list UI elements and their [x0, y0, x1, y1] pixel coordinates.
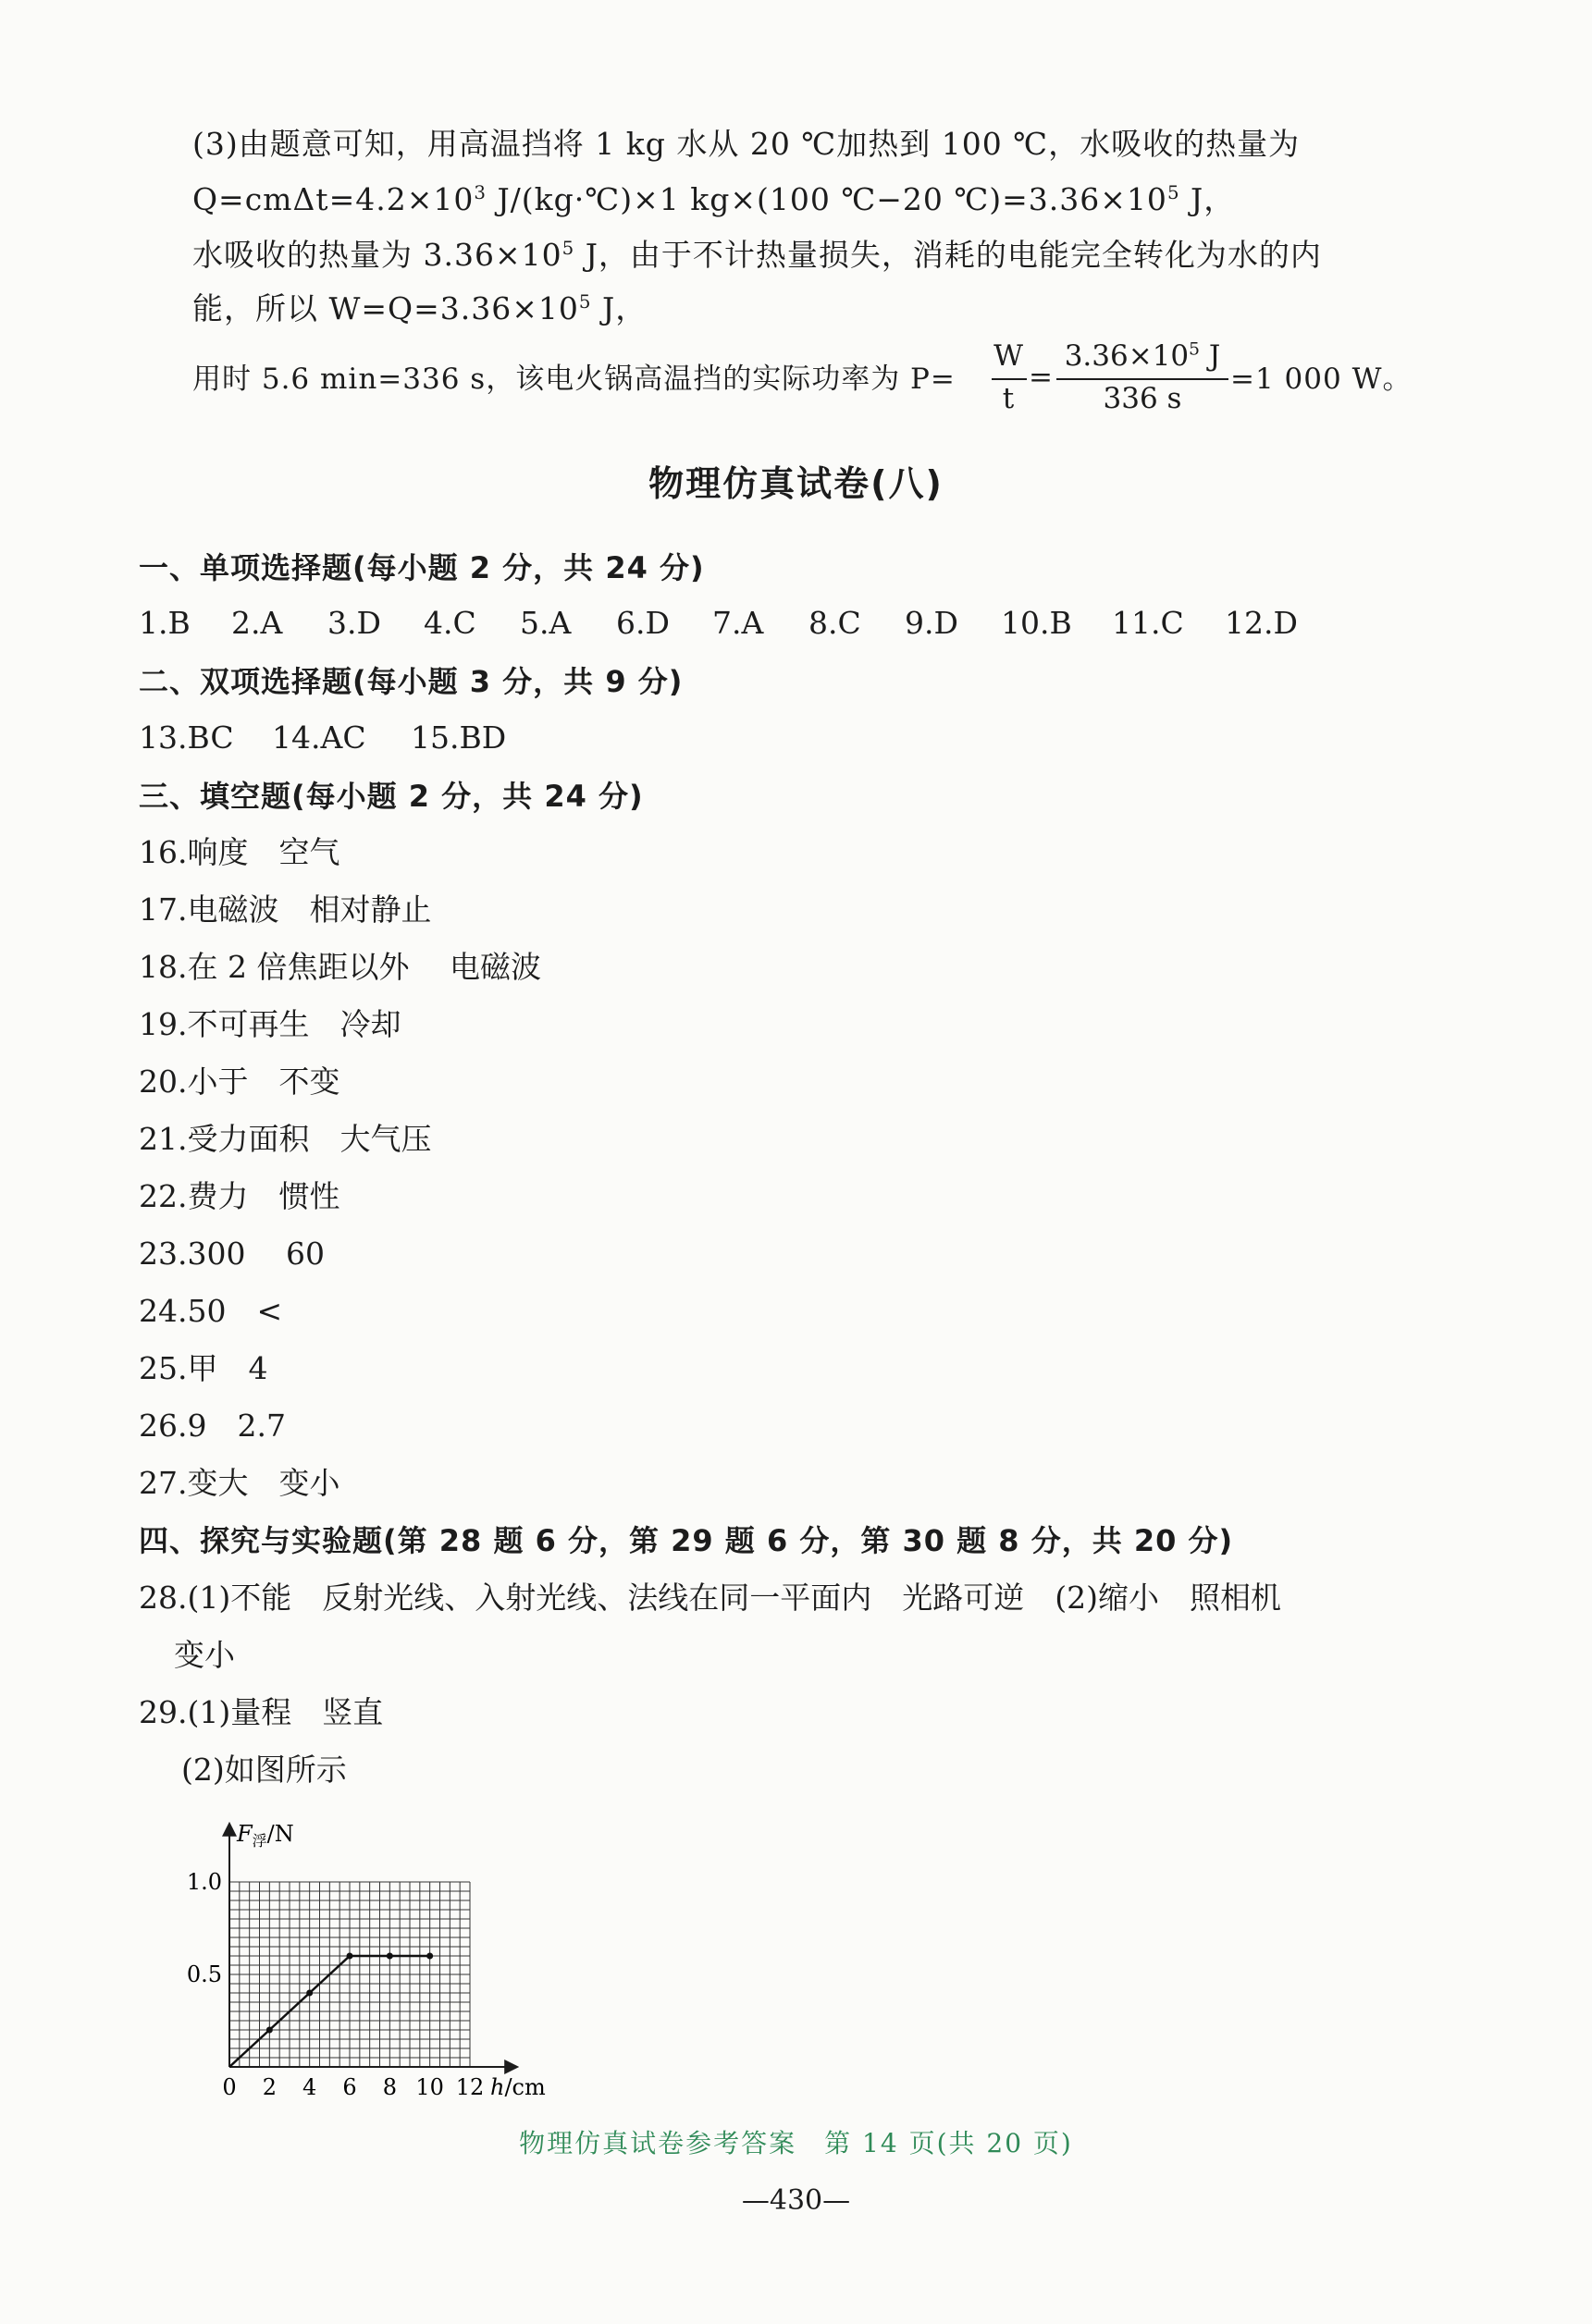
x-tick-label: 8 — [382, 2074, 397, 2100]
answer-item: 11.C — [1112, 605, 1184, 641]
section-2-heading: 二、双项选择题(每小题 3 分，共 9 分) — [139, 664, 684, 699]
fill-answer-27: 27.变大 变小 — [139, 1465, 340, 1501]
solution-line-5-suffix: =1 000 W。 — [1230, 363, 1413, 396]
fill-answer-19: 19.不可再生 冷却 — [139, 1006, 401, 1042]
answer-item: 8.C — [808, 605, 861, 641]
fill-answer-21: 21.受力面积 大气压 — [139, 1121, 432, 1157]
answer-item: 9.D — [905, 605, 958, 641]
fraction-2-numerator: $3.36\times 10^5$ J — [1064, 339, 1221, 373]
data-point — [347, 1953, 353, 1960]
fill-answer-20: 20.小于 不变 — [139, 1064, 340, 1100]
section-3-heading: 三、填空题(每小题 2 分，共 24 分) — [139, 779, 644, 814]
answer-item: 14.AC — [272, 719, 366, 756]
answer-item: 7.A — [712, 605, 764, 641]
section-1-heading: 一、单项选择题(每小题 2 分，共 24 分) — [139, 550, 705, 585]
buoyancy-depth-chart — [176, 1803, 583, 2109]
y-tick-label: 1.0 — [186, 1869, 222, 1895]
section-1-answers — [139, 603, 1298, 644]
y-axis-label — [236, 1821, 294, 1850]
answer-item: 5.A — [520, 605, 572, 641]
fill-answer-26: 26.9 2.7 — [139, 1408, 286, 1444]
x-tick-label: 10 — [415, 2074, 444, 2100]
fill-answer-16: 16.响度 空气 — [139, 834, 340, 870]
section-2-answers — [139, 718, 506, 758]
y-axis-label-symbol: F — [237, 1821, 253, 1847]
fill-answer-24: 24.50 < — [139, 1293, 283, 1329]
fraction-1-numerator: W — [993, 339, 1023, 373]
x-axis-label — [490, 2074, 546, 2100]
section-4-heading: 四、探究与实验题(第 28 题 6 分，第 29 题 6 分，第 30 题 8 分，共 20 分) — [139, 1523, 1234, 1558]
solution-line-3: 水吸收的热量为 $3.36\times 10^5$ J，由于不计热量损失，消耗的电能完全转化为水的内 — [192, 237, 1322, 273]
fill-answer-22: 22.费力 惯性 — [139, 1178, 340, 1214]
fraction-1-denominator: t — [1002, 382, 1015, 415]
equals-sign: = — [1029, 361, 1053, 394]
answer-item: 1.B — [139, 605, 191, 641]
data-point — [426, 1953, 433, 1960]
x-tick-label: 0 — [222, 2074, 237, 2100]
fill-answer-17: 17.电磁波 相对静止 — [139, 891, 432, 928]
experiment-answer-29-line-2: (2)如图所示 — [181, 1752, 347, 1788]
data-point — [306, 1990, 313, 1997]
solution-line-5-prefix: 用时 5.6 min=336 s，该电火锅高温挡的实际功率为 P= — [192, 363, 956, 396]
fill-answer-23: 23.300 60 — [139, 1236, 325, 1272]
answer-item: 12.D — [1225, 605, 1298, 641]
y-axis-label-subscript: 浮 — [252, 1832, 267, 1850]
chart-grid — [229, 1882, 470, 2067]
chart-series — [229, 1953, 433, 2068]
page-number: —430— — [741, 2184, 851, 2217]
x-axis-label-symbol: h — [490, 2074, 505, 2100]
solution-line-1: (3)由题意可知，用高温挡将 1 kg 水从 20 ℃加热到 100 ℃，水吸收的热量为 — [192, 126, 1301, 162]
x-axis-label-unit: /cm — [504, 2074, 546, 2100]
answer-item: 6.D — [616, 605, 670, 641]
x-tick-label: 4 — [302, 2074, 317, 2100]
x-tick-label: 2 — [262, 2074, 277, 2100]
x-tick-label: 6 — [342, 2074, 357, 2100]
page-title: 物理仿真试卷(八) — [648, 463, 944, 504]
answer-item: 13.BC — [139, 719, 234, 756]
answer-item: 10.B — [1001, 605, 1072, 641]
answer-item: 2.A — [231, 605, 283, 641]
y-axis-label-unit: /N — [266, 1821, 294, 1847]
page-footer: 物理仿真试卷参考答案 第 14 页(共 20 页) — [519, 2128, 1073, 2158]
experiment-answer-28-line-2: 变小 — [174, 1637, 235, 1673]
data-point — [266, 2027, 273, 2034]
experiment-answer-28-line-1: 28.(1)不能 反射光线、入射光线、法线在同一平面内 光路可逆 (2)缩小 照相机 — [139, 1580, 1281, 1616]
fill-answer-18: 18.在 2 倍焦距以外 电磁波 — [139, 949, 541, 985]
data-point — [387, 1953, 393, 1960]
answer-item: 3.D — [327, 605, 381, 641]
answer-item: 15.BD — [411, 719, 507, 756]
fraction-2-denominator: 336 s — [1103, 382, 1182, 415]
experiment-answer-29-line-1: 29.(1)量程 竖直 — [139, 1694, 384, 1730]
fill-answer-25: 25.甲 4 — [139, 1350, 268, 1386]
y-tick-label: 0.5 — [186, 1961, 222, 1987]
answer-item: 4.C — [424, 605, 476, 641]
solution-line-4: 能，所以 $W=Q=3.36\times 10^5$ J， — [192, 290, 648, 326]
solution-line-2: $Q=cm\Delta t=4.2\times 10^3$ J/(kg·℃)×1 kg×(100 ℃−20 $℃)=3.36\times 10^5$ J， — [192, 181, 1236, 217]
x-tick-label: 12 — [455, 2074, 485, 2100]
